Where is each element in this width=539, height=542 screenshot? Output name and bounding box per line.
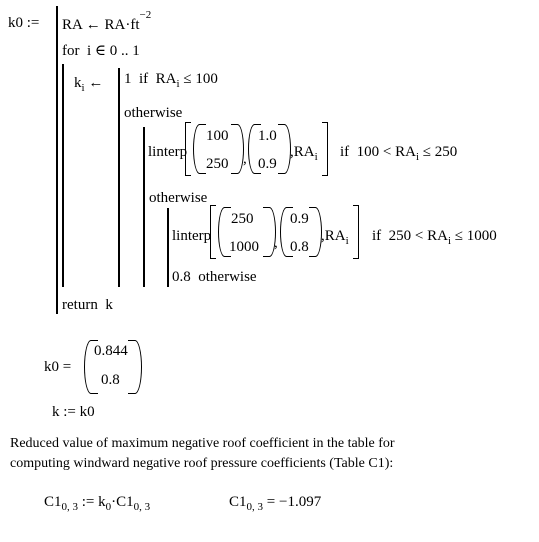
case3-bracket-right [353,205,359,259]
program-bar-main [56,6,58,314]
case3-comma-1: , [274,235,278,251]
case2-comma-1: , [243,151,247,167]
case3-v2-0: 0.9 [290,211,309,227]
program-bar-nested2 [167,208,169,287]
line-for-loop: for i ∈ 0 .. 1 [62,43,140,59]
assign-k: k := k0 [52,404,95,420]
case2-v1-paren-left [193,124,206,174]
c1-definition: $C1_{0, 3}$ := $k_0\cdot C1_{0, 3}$ [44,494,151,513]
case3-v1-0: 250 [231,211,254,227]
case3-v2-1: 0.8 [290,239,309,255]
otherwise-label-1: otherwise [124,105,183,121]
case3-arg: $,RA_i$ [321,228,349,247]
program-lhs: k0 := [8,15,40,31]
case3-func: linterp [172,228,212,244]
program-bar-nested1 [143,127,145,287]
case2-bracket-right [322,122,328,176]
case2-condition: if $100 < RA_i \le 250$ [340,144,458,163]
otherwise-label-2: otherwise [149,190,208,206]
line-ra-assign: RA ← $RA\cdot ft^{-2}$ [62,9,152,33]
description-line-2: computing windward negative roof pressure coefficients (Table C1): [10,456,394,471]
case2-v1-1: 250 [206,156,229,172]
description-line-1: Reduced value of maximum negative roof coefficient in the table for [10,436,395,451]
result-k0-lhs: k0 = [44,359,72,375]
line-k-assign: $k_i$ ← [74,75,104,94]
case2-v2-0: 1.0 [258,128,277,144]
case3-condition: if $250 < RA_i \le 1000$ [372,228,497,247]
program-bar-cases [118,68,120,287]
line-return: return k [62,297,113,313]
program-bar-for [62,64,64,287]
case3-bracket-left [210,205,216,259]
case2-func: linterp [148,144,188,160]
result-k0-paren-right [128,340,142,394]
case4: 0.8 otherwise [172,269,257,285]
case2-v1-0: 100 [206,128,229,144]
case3-v1-1: 1000 [229,239,259,255]
c1-result: $C1_{0, 3} = -1.097$ [229,494,322,513]
result-k0-value-0: 0.844 [94,343,128,359]
case2-bracket-left [185,122,191,176]
case1: 1 if $RA_i \le 100$ [124,71,218,90]
result-k0-value-1: 0.8 [101,372,120,388]
case2-arg: $,RA_i$ [290,144,318,163]
case2-v2-1: 0.9 [258,156,277,172]
